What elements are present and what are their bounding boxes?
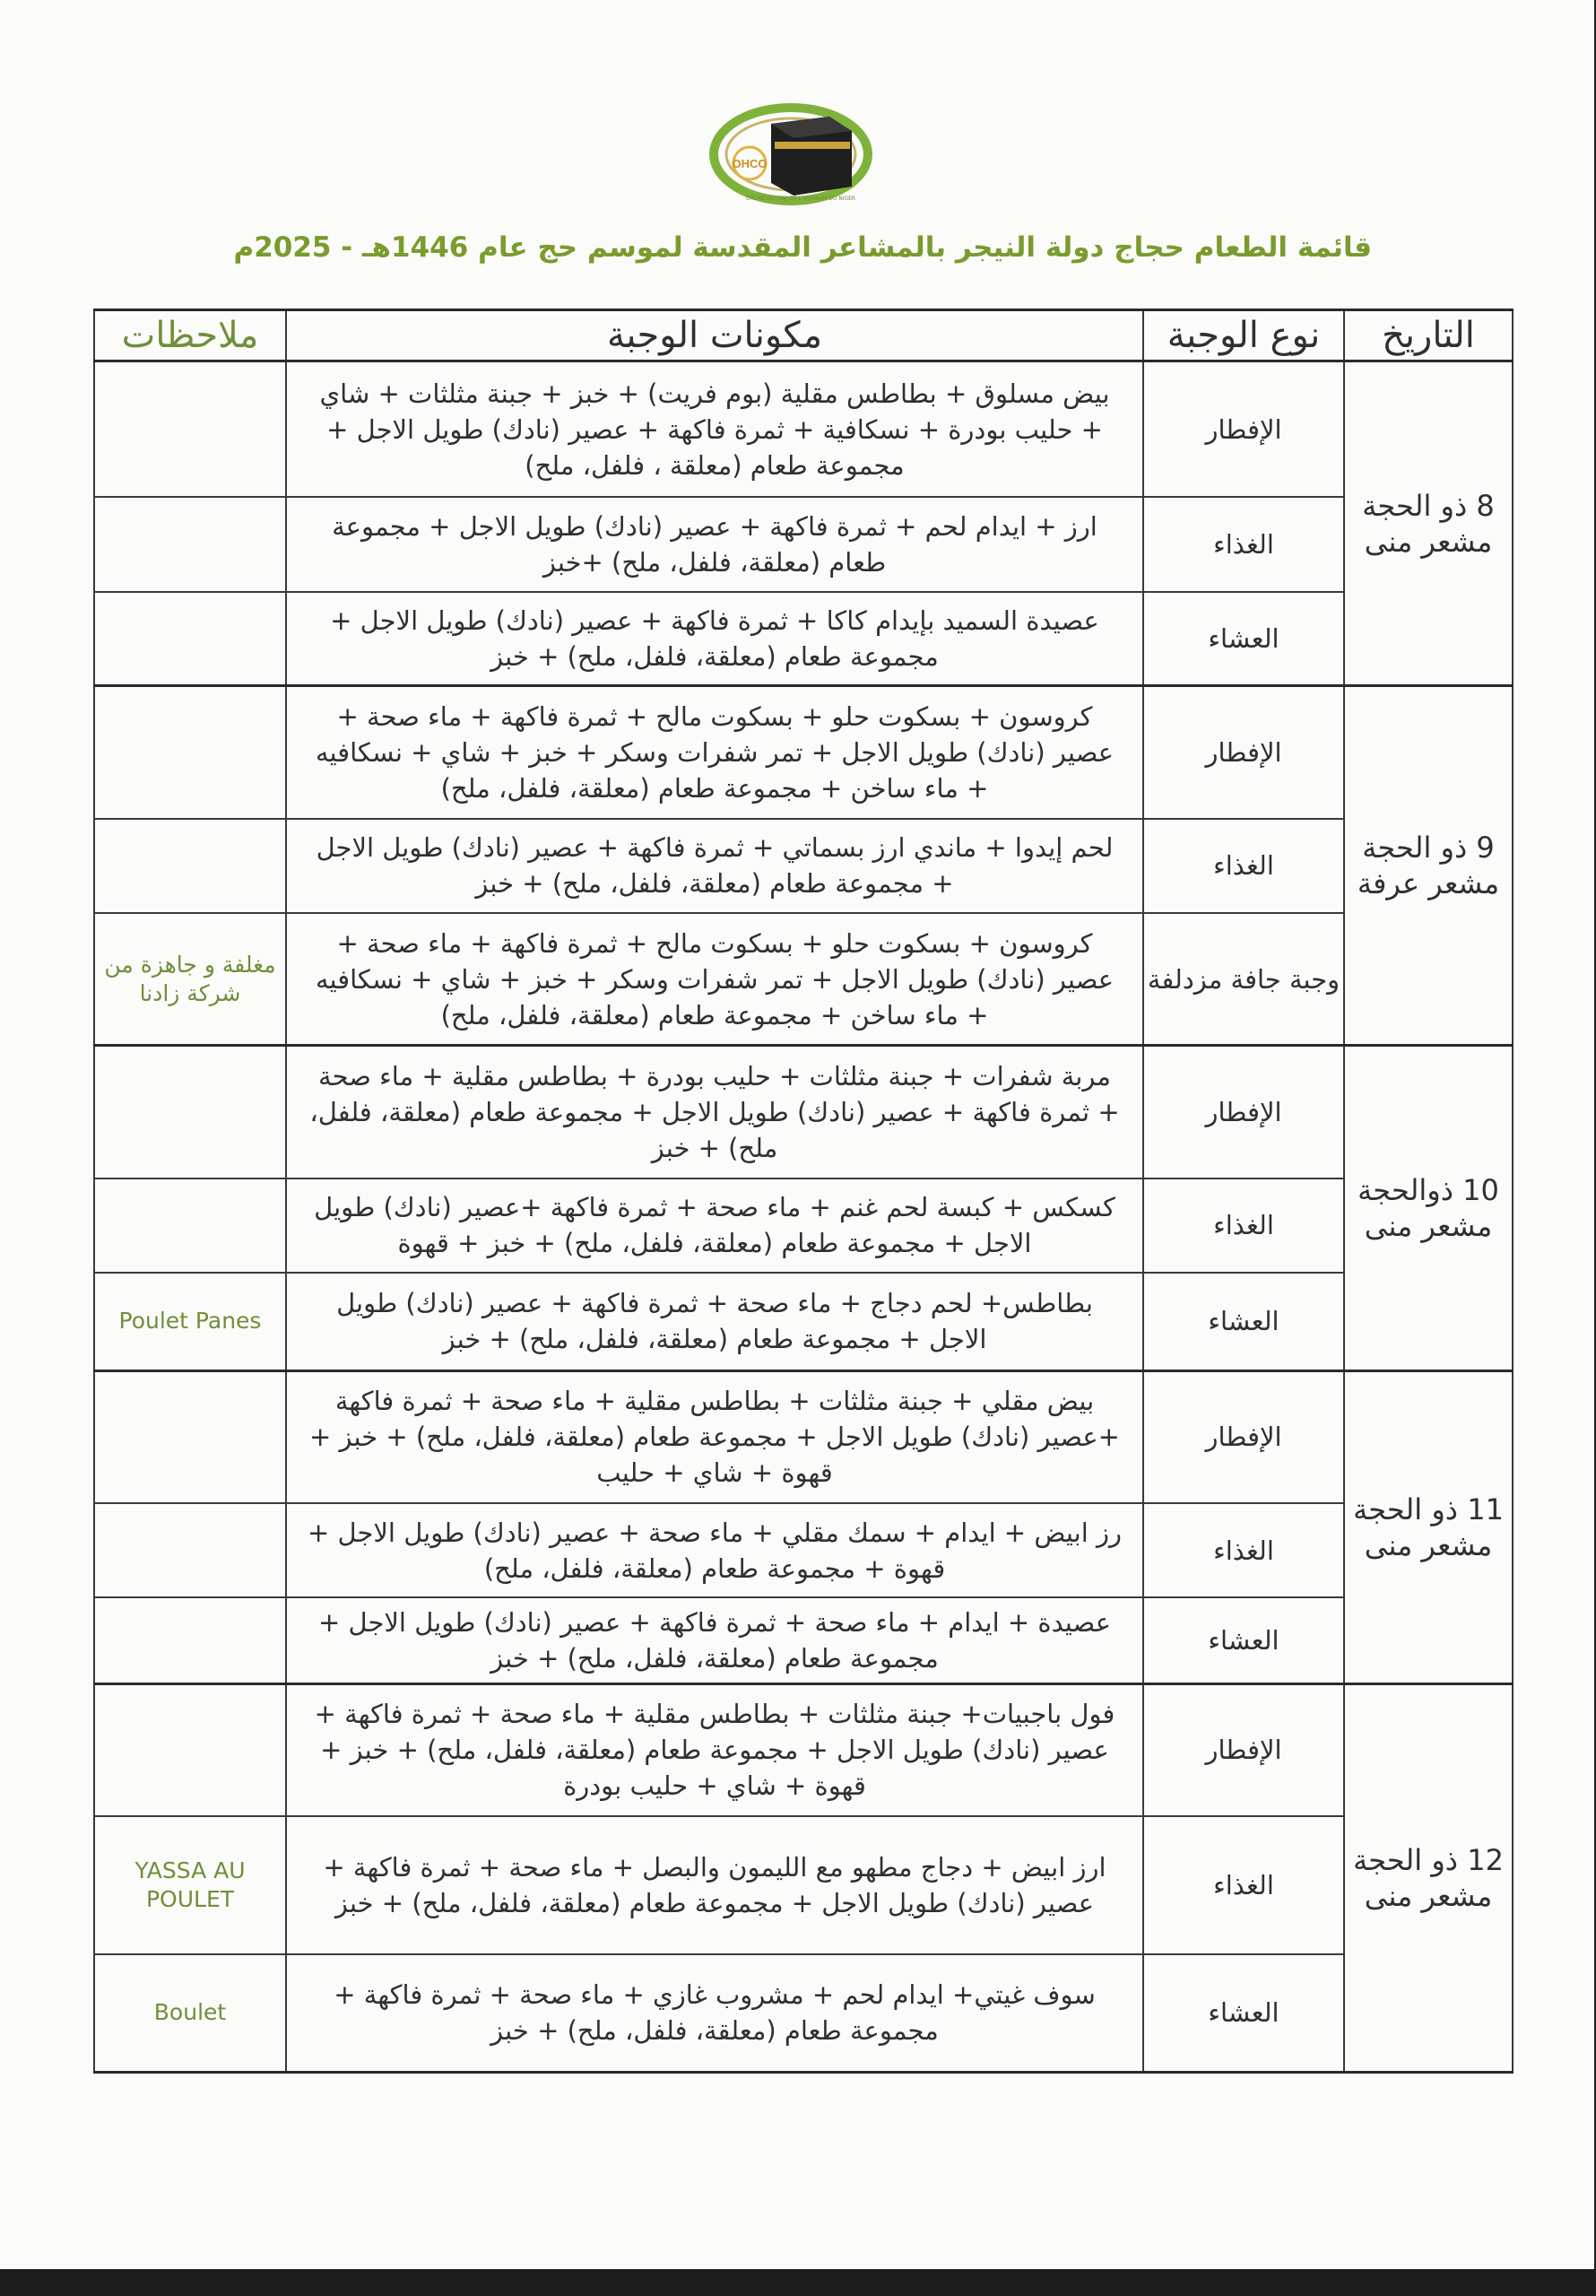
meal-ingredients: كروسون + بسكوت حلو + بسكوت مالح + ثمرة فاكهة + ماء صحة + عصير (نادك) طويل الاجل + تمر شفرات وسكر + خبز + شاي + نسكافيه + ماء ساخن + مجموعة طعام (معلقة، فلفل، ملح): [286, 686, 1143, 819]
meal-note: YASSA AU POULET: [94, 1816, 286, 1954]
meal-note: [94, 1503, 286, 1597]
meal-type: الغذاء: [1143, 819, 1344, 913]
day-date: 12 ذو الحجة مشعر منى: [1344, 1683, 1513, 2072]
meal-ingredients: مربة شفرات + جبنة مثلثات + حليب بودرة + بطاطس مقلية + ماء صحة + ثمرة فاكهة + عصير (نادك) طويل الاجل + مجموعة طعام (معلقة، فلفل، ملح) + خبز: [286, 1046, 1143, 1178]
meal-note: [94, 592, 286, 686]
header-meal-type: نوع الوجبة: [1143, 310, 1344, 361]
table-row: [94, 1954, 1513, 2073]
table-body: [94, 361, 1513, 2073]
meal-menu-table: [93, 309, 1514, 2074]
meal-type: الإفطار: [1143, 1683, 1344, 1816]
meal-ingredients: ارز + ايدام لحم + ثمرة فاكهة + عصير (نادك) طويل الاجل + مجموعة طعام (معلقة، فلفل، ملح) +خبز: [286, 497, 1143, 591]
meal-type: العشاء: [1143, 1597, 1344, 1683]
table-row: [94, 1273, 1513, 1370]
table-row: [94, 1178, 1513, 1273]
table-row: [94, 913, 1513, 1046]
meal-type: العشاء: [1143, 1954, 1344, 2073]
day-date: 11 ذو الحجة مشعر منى: [1344, 1370, 1513, 1683]
meal-type: الإفطار: [1143, 686, 1344, 819]
meal-ingredients: بيض مقلي + جبنة مثلثات + بطاطس مقلية + ماء صحة + ثمرة فاكهة +عصير (نادك) طويل الاجل + مجموعة طعام (معلقة، فلفل، ملح) + خبز + قهوة + شاي + حليب: [286, 1370, 1143, 1503]
meal-ingredients: بيض مسلوق + بطاطس مقلية (بوم فريت) + خبز + جبنة مثلثات + شاي + حليب بودرة + نسكافية + ثمرة فاكهة + عصير (نادك) طويل الاجل + مجموعة طعام (معلقة ، فلفل، ملح): [286, 361, 1143, 498]
meal-ingredients: بطاطس+ لحم دجاج + ماء صحة + ثمرة فاكهة + عصير (نادك) طويل الاجل + مجموعة طعام (معلقة، فلفل، ملح) + خبز: [286, 1273, 1143, 1370]
table-row: [94, 819, 1513, 913]
table-row: [94, 1503, 1513, 1597]
meal-type: وجبة جافة مزدلفة: [1143, 913, 1344, 1046]
meal-type: الغذاء: [1143, 1503, 1344, 1597]
table-row: [94, 1816, 1513, 1954]
meal-type: الغذاء: [1143, 1816, 1344, 1954]
meal-ingredients: ارز ابيض + دجاج مطهو مع الليمون والبصل + ماء صحة + ثمرة فاكهة + عصير (نادك) طويل الاجل + مجموعة طعام (معلقة، فلفل، ملح) + خبز: [286, 1816, 1143, 1954]
meal-type: العشاء: [1143, 1273, 1344, 1370]
meal-ingredients: عصيدة + ايدام + ماء صحة + ثمرة فاكهة + عصير (نادك) طويل الاجل + مجموعة طعام (معلقة، فلفل، ملح) + خبز: [286, 1597, 1143, 1683]
meal-ingredients: سوف غيتي+ ايدام لحم + مشروب غازي + ماء صحة + ثمرة فاكهة + مجموعة طعام (معلقة، فلفل، ملح) + خبز: [286, 1954, 1143, 2073]
meal-type: الإفطار: [1143, 1046, 1344, 1178]
meal-ingredients: فول باجبيات+ جبنة مثلثات + بطاطس مقلية + ماء صحة + ثمرة فاكهة + عصير (نادك) طويل الاجل + مجموعة طعام (معلقة، فلفل، ملح) + خبز + قهوة + شاي + حليب بودرة: [286, 1683, 1143, 1816]
meal-type: الإفطار: [1143, 361, 1344, 498]
meal-note: [94, 819, 286, 913]
meal-note: [94, 686, 286, 819]
meal-ingredients: كسكس + كبسة لحم غنم + ماء صحة + ثمرة فاكهة +عصير (نادك) طويل الاجل + مجموعة طعام (معلقة، فلفل، ملح) + خبز + قهوة: [286, 1178, 1143, 1273]
meal-note: [94, 1683, 286, 1816]
meal-note: [94, 497, 286, 591]
meal-note: [94, 1178, 286, 1273]
meal-note: [94, 1046, 286, 1178]
header-date: التاريخ: [1344, 310, 1513, 361]
meal-ingredients: عصيدة السميد بإيدام كاكا + ثمرة فاكهة + عصير (نادك) طويل الاجل + مجموعة طعام (معلقة، فلفل، ملح) + خبز: [286, 592, 1143, 686]
header-notes: ملاحظات: [94, 310, 286, 361]
meal-ingredients: لحم إيدوا + ماندي ارز بسماتي + ثمرة فاكهة + عصير (نادك) طويل الاجل + مجموعة طعام (معلقة، فلفل، ملح) + خبز: [286, 819, 1143, 913]
meal-note: [94, 1597, 286, 1683]
header-ingredients: مكونات الوجبة: [286, 310, 1143, 361]
meal-type: العشاء: [1143, 592, 1344, 686]
meal-type: الإفطار: [1143, 1370, 1344, 1503]
meal-type: الغذاء: [1143, 497, 1344, 591]
table-row: [94, 686, 1513, 819]
table-row: [94, 1046, 1513, 1178]
meal-note: [94, 1370, 286, 1503]
table-row: [94, 497, 1513, 591]
meal-note: Boulet: [94, 1954, 286, 2073]
table-row: [94, 361, 1513, 498]
logo-caption: ORDRE DU HAJJ DE L'OUMRAH DU NIGER: [745, 196, 856, 202]
table-row: [94, 1597, 1513, 1683]
table-row: [94, 1370, 1513, 1503]
page-title: قائمة الطعام حجاج دولة النيجر بالمشاعر المقدسة لموسم حج عام 1446هـ - 2025م: [233, 231, 1372, 264]
day-date: 8 ذو الحجة مشعر منى: [1344, 361, 1513, 686]
meal-note: Poulet Panes: [94, 1273, 286, 1370]
day-date: 10 ذوالحجة مشعر منى: [1344, 1046, 1513, 1370]
meal-ingredients: كروسون + بسكوت حلو + بسكوت مالح + ثمرة فاكهة + ماء صحة + عصير (نادك) طويل الاجل + تمر شفرات وسكر + خبز + شاي + نسكافيه + ماء ساخن + مجموعة طعام (معلقة، فلفل، ملح): [286, 913, 1143, 1046]
table-header-row: [94, 310, 1513, 361]
meal-ingredients: رز ابيض + ايدام + سمك مقلي + ماء صحة + عصير (نادك) طويل الاجل + قهوة + مجموعة طعام (معلقة، فلفل، ملح): [286, 1503, 1143, 1597]
meal-note: مغلفة و جاهزة من شركة زادنا: [94, 913, 286, 1046]
logo-label: OHCO: [732, 157, 768, 170]
meal-note: [94, 361, 286, 498]
meal-type: الغذاء: [1143, 1178, 1344, 1273]
day-date: 9 ذو الحجة مشعر عرفة: [1344, 686, 1513, 1046]
table-row: [94, 1683, 1513, 1816]
table-row: [94, 592, 1513, 686]
